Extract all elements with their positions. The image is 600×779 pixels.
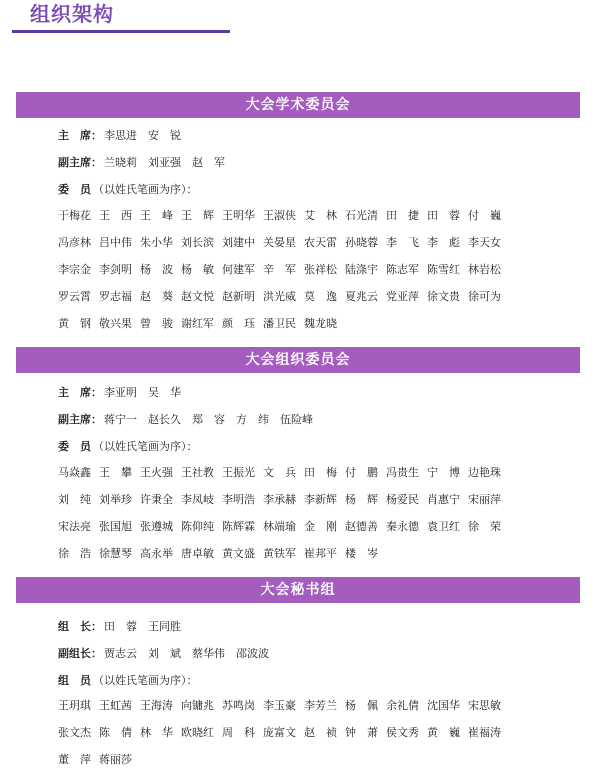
member-name: 朱小华 xyxy=(140,236,173,249)
member-name: 徐 荣 xyxy=(468,520,501,533)
vice-label: 副组长： xyxy=(58,647,102,660)
title-underline xyxy=(12,30,230,33)
member-name: 李天女 xyxy=(468,236,501,249)
secretariat-member-heading xyxy=(58,673,198,689)
member-name: 崔福涛 xyxy=(468,726,501,739)
member-name: 张祥松 xyxy=(304,263,337,276)
member-name: 李玉豪 xyxy=(263,699,296,712)
member-row xyxy=(58,289,548,316)
member-name: 王淑侠 xyxy=(263,209,296,222)
member-name: 农天雷 xyxy=(304,236,337,249)
member-name: 宋思敏 xyxy=(468,699,501,712)
member-name: 李芳兰 xyxy=(304,699,337,712)
member-name: 田 捷 xyxy=(386,209,419,222)
member-name: 颜 珏 xyxy=(222,317,255,330)
member-name: 杨 佩 xyxy=(345,699,378,712)
member-name: 魏龙晓 xyxy=(304,317,337,330)
member-row xyxy=(58,546,548,573)
vice-label: 副主席： xyxy=(58,413,102,426)
member-name: 党亚萍 xyxy=(386,290,419,303)
member-row xyxy=(58,262,548,289)
member-name: 边艳珠 xyxy=(468,466,501,479)
vice-label: 副主席： xyxy=(58,156,102,169)
member-name: 王海涛 xyxy=(140,699,173,712)
organizing-vice-row xyxy=(58,412,313,428)
member-row xyxy=(58,492,548,519)
member-name: 王火强 xyxy=(140,466,173,479)
member-name: 王社教 xyxy=(181,466,214,479)
member-name: 王虹茜 xyxy=(99,699,132,712)
member-name: 杨 敏 xyxy=(181,263,214,276)
academic-vice-row xyxy=(58,155,225,171)
member-label: 委 员 xyxy=(58,183,91,196)
member-name: 田 蓉 xyxy=(427,209,460,222)
member-name: 徐慧琴 xyxy=(99,547,132,560)
member-name: 蒋丽莎 xyxy=(99,753,132,766)
member-name: 林端瑜 xyxy=(263,520,296,533)
member-name: 刘 纯 xyxy=(58,493,91,506)
member-name: 黄铁军 xyxy=(263,547,296,560)
member-name: 王明华 xyxy=(222,209,255,222)
member-name: 陈 倩 xyxy=(99,726,132,739)
chair-names: 李思进 安 锐 xyxy=(104,129,181,142)
member-name: 马焱鑫 xyxy=(58,466,91,479)
member-name: 付 鹏 xyxy=(345,466,378,479)
member-name: 林 华 xyxy=(140,726,173,739)
member-row xyxy=(58,519,548,546)
vice-names: 兰晓莉 刘亚强 赵 军 xyxy=(104,156,225,169)
secretariat-vice-row xyxy=(58,646,269,662)
member-name: 石光清 xyxy=(345,209,378,222)
member-name: 杨 辉 xyxy=(345,493,378,506)
member-name: 金 刚 xyxy=(304,520,337,533)
member-name: 关晏星 xyxy=(263,236,296,249)
member-name: 崔邦平 xyxy=(304,547,337,560)
member-name: 陆涤宇 xyxy=(345,263,378,276)
member-name: 杨 波 xyxy=(140,263,173,276)
member-name: 冯彦林 xyxy=(58,236,91,249)
member-name: 李凤岐 xyxy=(181,493,214,506)
member-row xyxy=(58,235,548,262)
member-name: 李宗金 xyxy=(58,263,91,276)
member-name: 曾 骏 xyxy=(140,317,173,330)
member-row xyxy=(58,465,548,492)
member-name: 王玥琪 xyxy=(58,699,91,712)
member-row xyxy=(58,208,548,235)
member-name: 徐 浩 xyxy=(58,547,91,560)
member-name: 李承赫 xyxy=(263,493,296,506)
member-name: 张遵城 xyxy=(140,520,173,533)
member-name: 王 西 xyxy=(99,209,132,222)
member-name: 田 梅 xyxy=(304,466,337,479)
member-name: 张国旭 xyxy=(99,520,132,533)
member-name: 杨爱民 xyxy=(386,493,419,506)
leader-label: 组 长： xyxy=(58,620,102,633)
member-label: 委 员 xyxy=(58,440,91,453)
leader-names: 田 蓉 王同胜 xyxy=(104,620,181,633)
member-name: 向镛兆 xyxy=(181,699,214,712)
member-name: 刘长滨 xyxy=(181,236,214,249)
member-name: 赵文悦 xyxy=(181,290,214,303)
chair-names: 李亚明 吴 华 xyxy=(104,386,181,399)
member-name: 宋丽萍 xyxy=(468,493,501,506)
member-name: 唐卓敏 xyxy=(181,547,214,560)
chair-label: 主 席： xyxy=(58,386,102,399)
member-row xyxy=(58,316,548,343)
member-row xyxy=(58,725,548,752)
member-name: 欧晓红 xyxy=(181,726,214,739)
member-name: 赵德善 xyxy=(345,520,378,533)
member-name: 袁卫红 xyxy=(427,520,460,533)
member-name: 王 攀 xyxy=(99,466,132,479)
member-name: 艾 林 xyxy=(304,209,337,222)
member-name: 李剑明 xyxy=(99,263,132,276)
member-name: 陈志军 xyxy=(386,263,419,276)
member-name: 辛 军 xyxy=(263,263,296,276)
member-note: （以姓氏笔画为序）： xyxy=(93,674,198,687)
organizing-member-list xyxy=(58,465,548,573)
vice-names: 贾志云 刘 斌 蔡华伟 邵波波 xyxy=(104,647,269,660)
member-label: 组 员 xyxy=(58,674,91,687)
member-name: 黄文盛 xyxy=(222,547,255,560)
member-name: 赵新明 xyxy=(222,290,255,303)
organizing-chair-row xyxy=(58,385,181,401)
member-note: （以姓氏笔画为序）： xyxy=(93,440,198,453)
member-name: 楼 岑 xyxy=(345,547,378,560)
member-name: 陈雪红 xyxy=(427,263,460,276)
member-name: 林岩松 xyxy=(468,263,501,276)
member-name: 侯文秀 xyxy=(386,726,419,739)
member-row xyxy=(58,698,548,725)
member-name: 潘卫民 xyxy=(263,317,296,330)
member-name: 宁 博 xyxy=(427,466,460,479)
member-name: 王 辉 xyxy=(181,209,214,222)
member-name: 冯贵生 xyxy=(386,466,419,479)
section-title-academic: 大会学术委员会 xyxy=(16,92,580,118)
member-name: 肖惠宁 xyxy=(427,493,460,506)
member-name: 王振光 xyxy=(222,466,255,479)
member-name: 罗志福 xyxy=(99,290,132,303)
member-name: 罗云霄 xyxy=(58,290,91,303)
member-name: 高永举 xyxy=(140,547,173,560)
member-name: 赵 葵 xyxy=(140,290,173,303)
member-name: 李 飞 xyxy=(386,236,419,249)
member-name: 付 巍 xyxy=(468,209,501,222)
member-name: 陈辉霖 xyxy=(222,520,255,533)
member-name: 李新辉 xyxy=(304,493,337,506)
member-name: 赵 祯 xyxy=(304,726,337,739)
member-name: 董 萍 xyxy=(58,753,91,766)
member-name: 何建军 xyxy=(222,263,255,276)
member-name: 敬兴果 xyxy=(99,317,132,330)
member-name: 苏鸣岗 xyxy=(222,699,255,712)
member-name: 庞富文 xyxy=(263,726,296,739)
member-name: 余礼倩 xyxy=(386,699,419,712)
academic-chair-row xyxy=(58,128,181,144)
secretariat-leader-row xyxy=(58,619,181,635)
member-name: 王 峰 xyxy=(140,209,173,222)
member-name: 徐文贵 xyxy=(427,290,460,303)
member-name: 黄 钢 xyxy=(58,317,91,330)
member-name: 陈仰纯 xyxy=(181,520,214,533)
member-name: 徐可为 xyxy=(468,290,501,303)
member-name: 许秉全 xyxy=(140,493,173,506)
member-name: 刘建中 xyxy=(222,236,255,249)
member-name: 莫 逸 xyxy=(304,290,337,303)
vice-names: 蒋宁一 赵长久 郑 容 方 纬 伍险峰 xyxy=(104,413,313,426)
member-name: 洪光威 xyxy=(263,290,296,303)
member-name: 李明浩 xyxy=(222,493,255,506)
member-name: 夏兆云 xyxy=(345,290,378,303)
secretariat-member-list xyxy=(58,698,548,779)
member-name: 周 科 xyxy=(222,726,255,739)
organizing-member-heading xyxy=(58,439,198,455)
member-name: 秦永德 xyxy=(386,520,419,533)
member-name: 吕中伟 xyxy=(99,236,132,249)
academic-member-list xyxy=(58,208,548,343)
member-name: 钟 萧 xyxy=(345,726,378,739)
member-name: 文 兵 xyxy=(263,466,296,479)
member-name: 宋法亮 xyxy=(58,520,91,533)
page-title: 组织架构 xyxy=(30,2,114,26)
section-title-organizing: 大会组织委员会 xyxy=(16,347,580,373)
academic-member-heading xyxy=(58,182,198,198)
member-name: 沈国华 xyxy=(427,699,460,712)
member-note: （以姓氏笔画为序）： xyxy=(93,183,198,196)
section-title-secretariat: 大会秘书组 xyxy=(16,577,580,603)
member-name: 刘举珍 xyxy=(99,493,132,506)
chair-label: 主 席： xyxy=(58,129,102,142)
member-name: 张文杰 xyxy=(58,726,91,739)
member-name: 黄 巍 xyxy=(427,726,460,739)
member-name: 于梅花 xyxy=(58,209,91,222)
member-name: 李 彪 xyxy=(427,236,460,249)
member-name: 谢红军 xyxy=(181,317,214,330)
member-name: 孙晓蓉 xyxy=(345,236,378,249)
